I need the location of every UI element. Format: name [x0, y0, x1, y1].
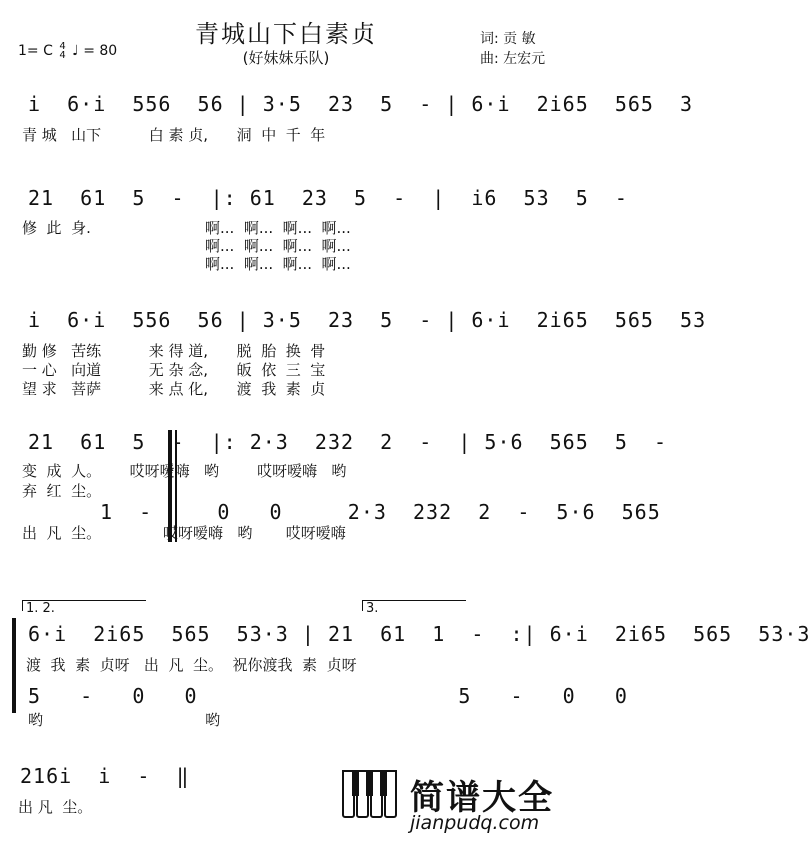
- site-logo-text: 简谱大全: [410, 778, 554, 818]
- score-line-4-lyrics-2: 弃 红 尘。: [22, 482, 102, 500]
- score-line-2-lyrics-3: 啊... 啊... 啊... 啊...: [205, 237, 351, 255]
- time-signature: 4 4: [59, 41, 66, 61]
- site-logo-url: jianpudq.com: [410, 812, 540, 834]
- piano-logo-icon: [340, 770, 400, 822]
- score-line-2-lyrics-2: 啊... 啊... 啊... 啊...: [205, 219, 351, 237]
- score-line-3-lyrics-1: 勤 修 苦练 来 得 道, 脱 胎 换 骨: [22, 342, 326, 360]
- score-line-3-lyrics-2: 一 心 向道 无 杂 念, 皈 依 三 宝: [22, 361, 326, 379]
- score-line-5-lower-lyrics: 哟 哟: [28, 711, 221, 729]
- system-bracket-2: [12, 618, 16, 713]
- volta-1-2: 1. 2.: [22, 600, 146, 611]
- score-line-5-notes: 6·i 2i65 565 53·3 | 21 61 1 - :| 6·i 2i65 565 53·3: [28, 622, 810, 646]
- score-line-1-lyrics: 青 城 山下 白 素 贞, 洞 中 千 年: [22, 126, 326, 144]
- score-line-2-lyrics-1: 修 此 身.: [22, 219, 91, 237]
- score-line-4-lower-notes: 1 - 0 0 2·3 232 2 - 5·6 565: [100, 500, 661, 524]
- composer-credit: 曲: 左宏元: [480, 51, 546, 67]
- score-line-4-lyrics-1: 变 成 人。 哎呀嗳嗨 哟 哎呀嗳嗨 哟: [22, 462, 347, 480]
- lyricist-credit: 词: 贡 敏: [480, 31, 536, 47]
- key-label: 1= C: [18, 43, 53, 59]
- score-line-2-lyrics-4: 啊... 啊... 啊... 啊...: [205, 255, 351, 273]
- tempo-value: = 80: [83, 43, 118, 59]
- key-signature: [18, 42, 117, 60]
- score-line-6-notes: 216i i - ‖: [20, 764, 190, 788]
- quarter-note-icon: ♩: [72, 43, 79, 59]
- score-line-3-notes: i 6·i 556 56 | 3·5 23 5 - | 6·i 2i65 565 53: [28, 308, 707, 332]
- score-line-5-lower-notes: 5 - 0 0 5 - 0 0: [28, 684, 628, 708]
- score-line-4-lower-lyrics: 出 凡 尘。 哎呀嗳嗨 哟 哎呀嗳嗨: [22, 524, 346, 542]
- volta-3: 3.: [362, 600, 466, 611]
- score-line-3-lyrics-3: 望 求 菩萨 来 点 化, 渡 我 素 贞: [22, 380, 326, 398]
- score-line-1-notes: i 6·i 556 56 | 3·5 23 5 - | 6·i 2i65 565 3: [28, 92, 694, 116]
- score-line-4-notes: 21 61 5 - |: 2·3 232 2 - | 5·6 565 5 -: [28, 430, 668, 454]
- song-subtitle: (好妹妹乐队): [242, 49, 330, 67]
- score-line-5-lyrics: 渡 我 素 贞呀 出 凡 尘。 祝你渡我 素 贞呀: [26, 656, 357, 674]
- song-title: 青城山下白素贞: [195, 20, 377, 48]
- score-line-6-lyrics: 出 凡 尘。: [18, 798, 93, 816]
- score-line-2-notes: 21 61 5 - |: 61 23 5 - | i6 53 5 -: [28, 186, 628, 210]
